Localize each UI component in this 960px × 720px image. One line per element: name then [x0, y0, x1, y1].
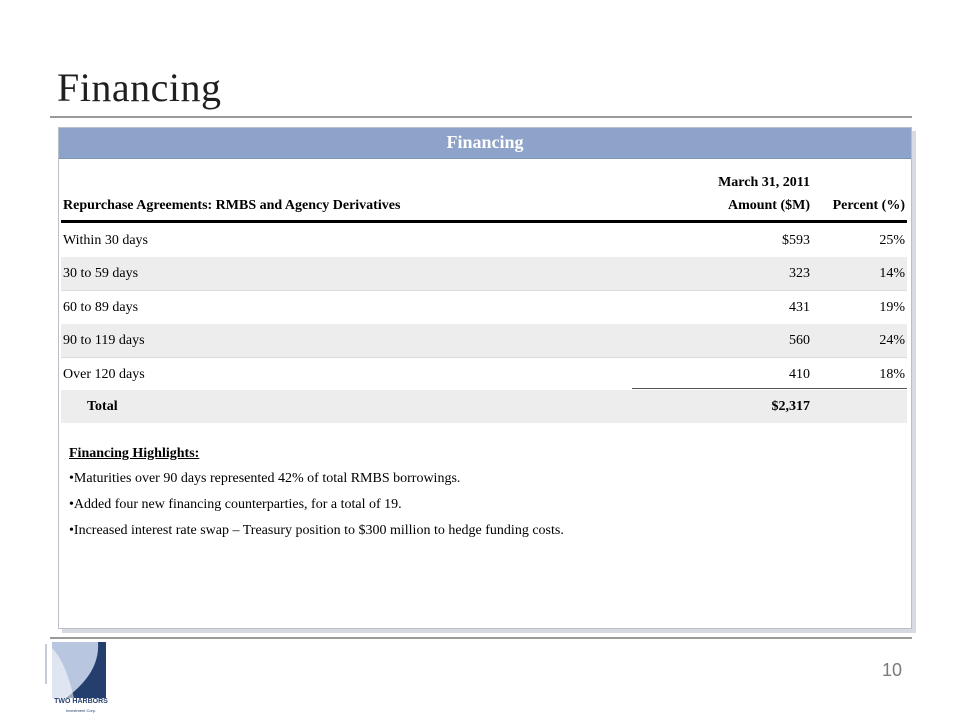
total-row [61, 390, 907, 423]
row-amount: 560 [789, 333, 810, 348]
row-percent: 14% [879, 266, 905, 281]
slide-title: Financing [57, 65, 222, 110]
page-number: 10 [881, 660, 902, 680]
logo-tagline: Investment Corp. [65, 708, 97, 713]
row-amount: 431 [789, 300, 810, 315]
column-header-percent: Percent (%) [832, 198, 905, 213]
row-percent: 19% [879, 300, 905, 315]
row-percent: 18% [879, 367, 905, 382]
footer-divider [50, 637, 912, 639]
logo-side-text [45, 644, 47, 684]
header-rule [61, 220, 907, 223]
row-label: 30 to 59 days [63, 266, 139, 281]
highlight-item: •Increased interest rate swap – Treasury position to $300 million to hedge funding costs. [69, 523, 564, 538]
row-label: 90 to 119 days [63, 333, 145, 348]
row-label: Within 30 days [63, 233, 148, 248]
highlight-item: •Maturities over 90 days represented 42% of total RMBS borrowings. [69, 471, 461, 486]
table-row [61, 257, 907, 290]
row-label: 60 to 89 days [63, 300, 139, 315]
table-row [61, 324, 907, 357]
highlights-title: Financing Highlights: [69, 446, 200, 461]
row-percent: 25% [879, 233, 905, 248]
row-percent: 24% [879, 333, 905, 348]
column-header-amount: Amount ($M) [727, 198, 810, 213]
table-row [61, 291, 907, 324]
panel-header: Financing [59, 128, 911, 159]
row-label: Over 120 days [63, 367, 145, 382]
table-row [61, 358, 907, 391]
title-divider [50, 116, 912, 118]
total-label: Total [87, 399, 118, 414]
logo-name: TWO HARBORS [54, 698, 108, 705]
financing-panel [58, 127, 912, 629]
column-header-label: Repurchase Agreements: RMBS and Agency Derivatives [63, 198, 401, 213]
table-row [61, 224, 907, 257]
row-amount: 323 [789, 266, 810, 281]
financing-highlights [69, 446, 564, 549]
total-amount: $2,317 [771, 399, 810, 414]
total-rule [632, 388, 907, 389]
highlight-item: •Added four new financing counterparties, for a total of 19. [69, 497, 402, 512]
row-amount: 410 [789, 367, 810, 382]
column-group-date: March 31, 2011 [718, 175, 810, 190]
row-amount: $593 [782, 233, 810, 248]
